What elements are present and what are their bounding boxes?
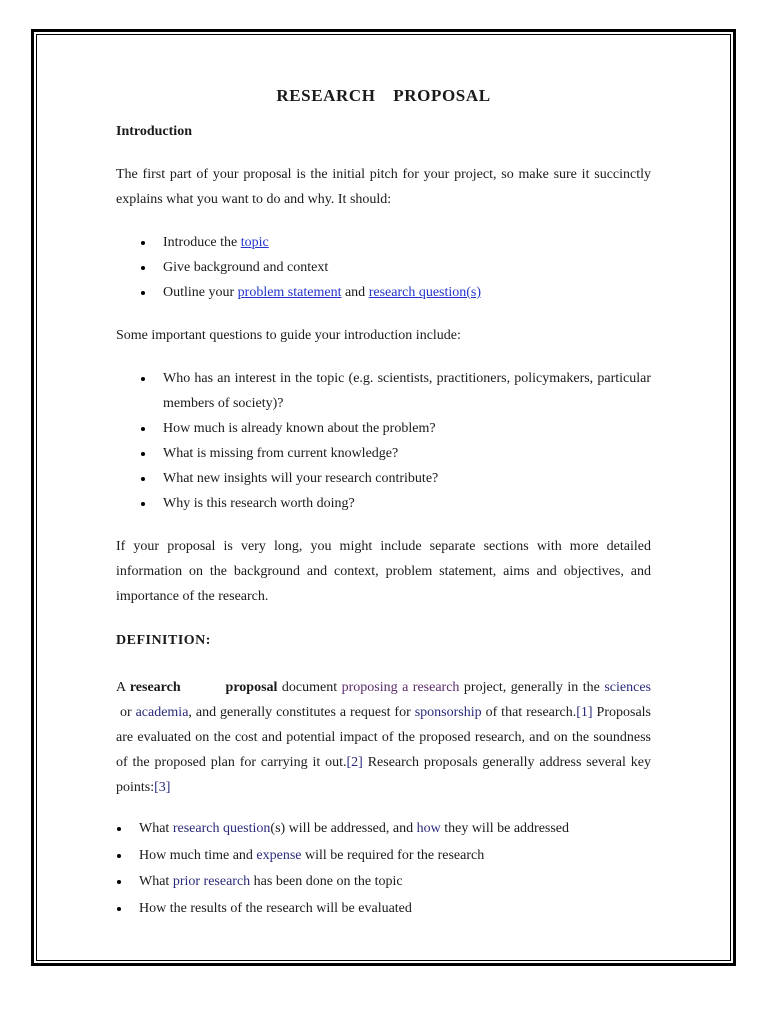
research-question-link[interactable]: research question: [172, 821, 271, 836]
text: What: [139, 821, 173, 836]
bullet-text: Introduce the: [163, 235, 241, 250]
academia-link[interactable]: academia: [135, 705, 189, 720]
list-item: [92, 869, 651, 896]
intro-paragraph: The first part of your proposal is the initial pitch for your project, so make sure it succinctly explains what you want to do and why. It should:: [116, 167, 651, 207]
document-title: RESEARCH PROPOSAL: [276, 86, 491, 105]
questions-list: [116, 366, 651, 516]
bullet-text: and: [341, 285, 369, 300]
list-item: [92, 843, 651, 870]
text: they will be addressed: [440, 821, 570, 836]
definition-paragraph: [116, 675, 651, 800]
text: document: [277, 680, 342, 695]
definition-heading: DEFINITION:: [116, 633, 211, 648]
text: How the results of the research will be evaluated: [139, 900, 412, 916]
text: will be required for the research: [301, 847, 485, 863]
expense-link[interactable]: expense: [256, 847, 302, 863]
intro-bullet-list: [116, 230, 651, 305]
long-proposal-note: If your proposal is very long, you might include separate sections with more detailed information on the background and context, problem statement, aims and objectives, and importance of the research.: [116, 539, 651, 604]
text: A: [116, 680, 130, 695]
reference-link[interactable]: [3]: [154, 780, 171, 795]
sponsorship-link[interactable]: sponsorship: [414, 705, 482, 720]
text: How much time and: [139, 847, 257, 863]
list-item: Why is this research worth doing?: [116, 491, 651, 516]
key-points-list: [92, 816, 651, 922]
list-item: [116, 280, 651, 305]
text: has been done on the topic: [250, 874, 403, 889]
proposing-link[interactable]: proposing a research: [341, 680, 460, 695]
how-link[interactable]: how: [416, 821, 441, 836]
list-item: How much is already known about the problem?: [116, 416, 651, 441]
document-content: [116, 86, 651, 922]
reference-link[interactable]: [2]: [346, 755, 363, 770]
introduction-heading: Introduction: [116, 124, 192, 139]
text: What: [139, 874, 173, 889]
reference-link[interactable]: [1]: [576, 705, 593, 720]
bullet-text: Outline your: [163, 285, 238, 300]
list-item: [92, 816, 651, 843]
text: of that research.: [481, 705, 577, 720]
topic-link[interactable]: topic: [240, 235, 269, 250]
text: project, generally in the: [459, 680, 605, 695]
bold-term: proposal: [225, 680, 278, 695]
text: Research proposals generally address several key points:: [116, 755, 652, 795]
list-item: Who has an interest in the topic (e.g. scientists, practitioners, policymakers, particular members of society)?: [116, 366, 651, 416]
list-item: [92, 896, 651, 923]
questions-intro: Some important questions to guide your introduction include:: [116, 328, 461, 343]
text: Proposals are evaluated on the cost and potential impact of the proposed research, and on the soundness of the proposed plan for carrying it out.: [116, 705, 651, 770]
list-item: What is missing from current knowledge?: [116, 441, 651, 466]
text: , and generally constitutes a request for: [188, 705, 415, 720]
problem-statement-link[interactable]: problem statement: [237, 285, 342, 300]
prior-research-link[interactable]: prior research: [172, 874, 251, 889]
sciences-link[interactable]: sciences: [604, 680, 651, 695]
list-item: [116, 230, 651, 255]
research-questions-link[interactable]: research question(s): [368, 285, 482, 300]
text: or: [116, 705, 136, 720]
text: (s) will be addressed, and: [270, 821, 417, 836]
bold-term: research: [129, 680, 181, 695]
list-item: What new insights will your research contribute?: [116, 466, 651, 491]
list-item: Give background and context: [116, 255, 651, 280]
